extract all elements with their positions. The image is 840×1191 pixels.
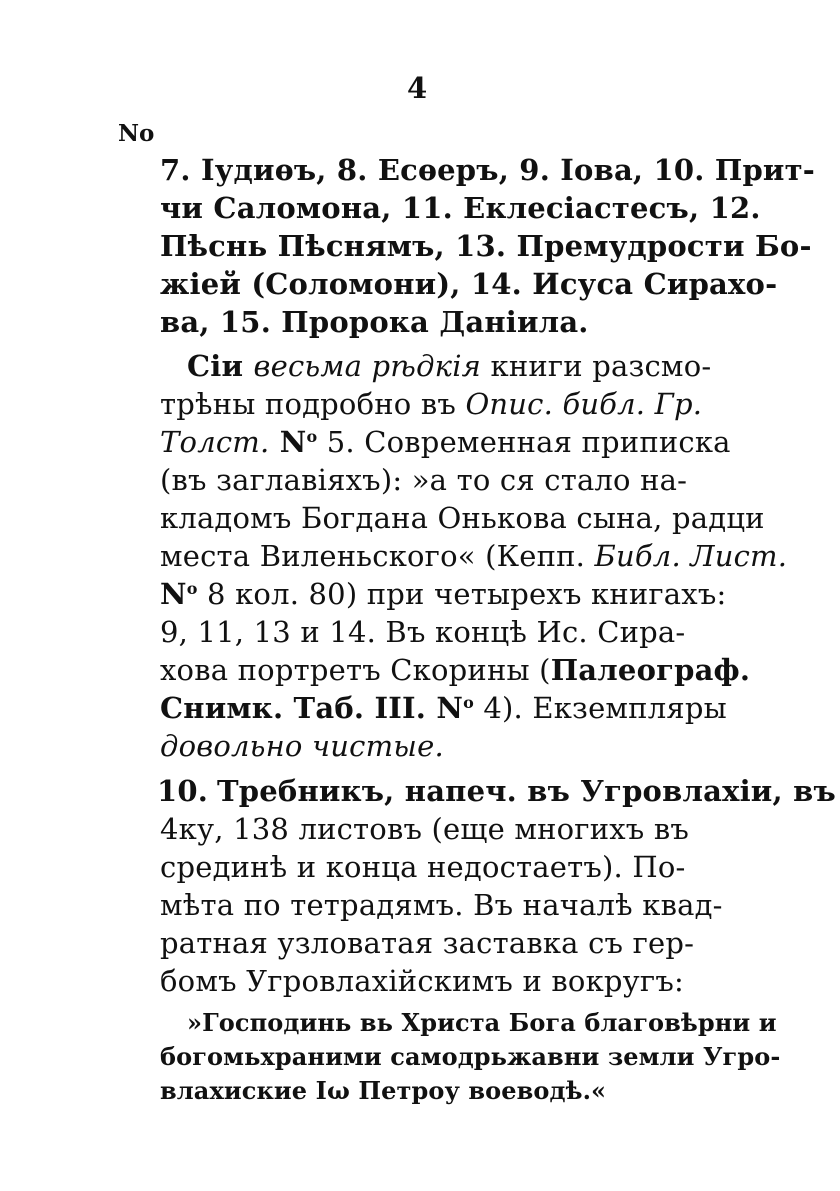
note-line-4-segment-1: (въ заглавіяхъ): »а то ся стало на- xyxy=(160,463,688,497)
note-line-11-segment-1: довольно чистые. xyxy=(160,729,444,763)
note-line-10 xyxy=(160,691,727,725)
note-line-10-segment-1: Снимк. Таб. III. xyxy=(160,691,437,725)
continued-line-3: Пѣснь Пѣснямъ, 13. Премудрости Бо- xyxy=(160,229,812,263)
note-line-11 xyxy=(160,729,444,763)
note-line-3 xyxy=(160,425,731,459)
note-line-2-segment-2: Опис. библ. Гр. xyxy=(465,387,703,421)
note-line-6 xyxy=(160,539,788,573)
entry-10-line-6: бомъ Угровлахійскимъ и вокругъ: xyxy=(160,964,684,998)
note-line-6-segment-1: места Виленьского« (Кепп. xyxy=(160,539,595,573)
note-line-8-segment-1: 9, 11, 13 и 14. Въ концѣ Ис. Сира- xyxy=(160,615,686,649)
continued-line-2: чи Саломона, 11. Еклесіастесъ, 12. xyxy=(160,191,761,225)
note-line-1-segment-2: весьма рѣдкія xyxy=(253,349,482,383)
note-line-3-segment-3: о xyxy=(306,427,318,446)
note-line-4 xyxy=(160,463,688,497)
continued-line-5: ва, 15. Пророка Даніила. xyxy=(160,305,589,339)
quote-line-1: »Господинь вь Христа Бога благовѣрни и xyxy=(187,1008,777,1037)
note-line-1 xyxy=(187,349,712,383)
note-line-7-segment-2: о xyxy=(186,579,198,598)
page-number: 4 xyxy=(407,71,428,105)
note-line-9-segment-1: хова портретъ Скорины ( xyxy=(160,653,551,687)
note-line-9 xyxy=(160,653,751,687)
note-line-7-segment-1: N xyxy=(160,577,187,611)
note-line-2 xyxy=(160,387,703,421)
quote-line-2: богомьхраними самодрьжавни земли Угро- xyxy=(160,1042,781,1071)
entry-10-line-5: ратная узловатая заставка съ гер- xyxy=(160,926,695,960)
entry-10-line-3: срединѣ и конца недостаетъ). По- xyxy=(160,850,686,884)
entry-10-line-1: Требникъ, напеч. въ Угровлахіи, въ xyxy=(217,774,836,808)
entry-10-line-4: мѣта по тетрадямъ. Въ началѣ квад- xyxy=(160,888,723,922)
note-line-1-segment-1: Сіи xyxy=(187,349,254,383)
entry-10-line-2: 4ку, 138 листовъ (еще многихъ въ xyxy=(160,812,690,846)
note-line-2-segment-1: трѣны подробно въ xyxy=(160,387,466,421)
continued-line-1: 7. Іудиѳъ, 8. Есѳеръ, 9. Іова, 10. Прит- xyxy=(160,153,816,187)
note-line-8 xyxy=(160,615,686,649)
continued-line-4: жіей (Соломони), 14. Исуса Сирахо- xyxy=(160,267,778,301)
note-line-3-segment-2: N xyxy=(269,425,307,459)
note-line-5 xyxy=(160,501,765,535)
note-line-7-segment-3: 8 кол. 80) при четырехъ книгахъ: xyxy=(197,577,727,611)
note-line-10-segment-3: о xyxy=(463,693,474,712)
note-line-7 xyxy=(160,577,727,611)
note-line-3-segment-4: 5. Современная приписка xyxy=(317,425,731,459)
note-line-6-segment-2: Библ. Лист. xyxy=(594,539,788,573)
entry-10-number: 10. xyxy=(157,774,209,808)
quote-line-3: влахиские Іω Петроу воеводѣ.« xyxy=(160,1076,607,1105)
note-line-3-segment-1: Толст. xyxy=(160,425,270,459)
note-line-5-segment-1: кладомъ Богдана Онькова сына, радци xyxy=(160,501,765,535)
note-line-1-segment-3: книги разсмо- xyxy=(481,349,712,383)
note-line-10-segment-4: 4). Екземпляры xyxy=(473,691,727,725)
side-marker: No xyxy=(118,120,155,147)
note-line-9-segment-2: Палеограф. xyxy=(550,653,751,687)
note-line-10-segment-2: N xyxy=(436,691,464,725)
